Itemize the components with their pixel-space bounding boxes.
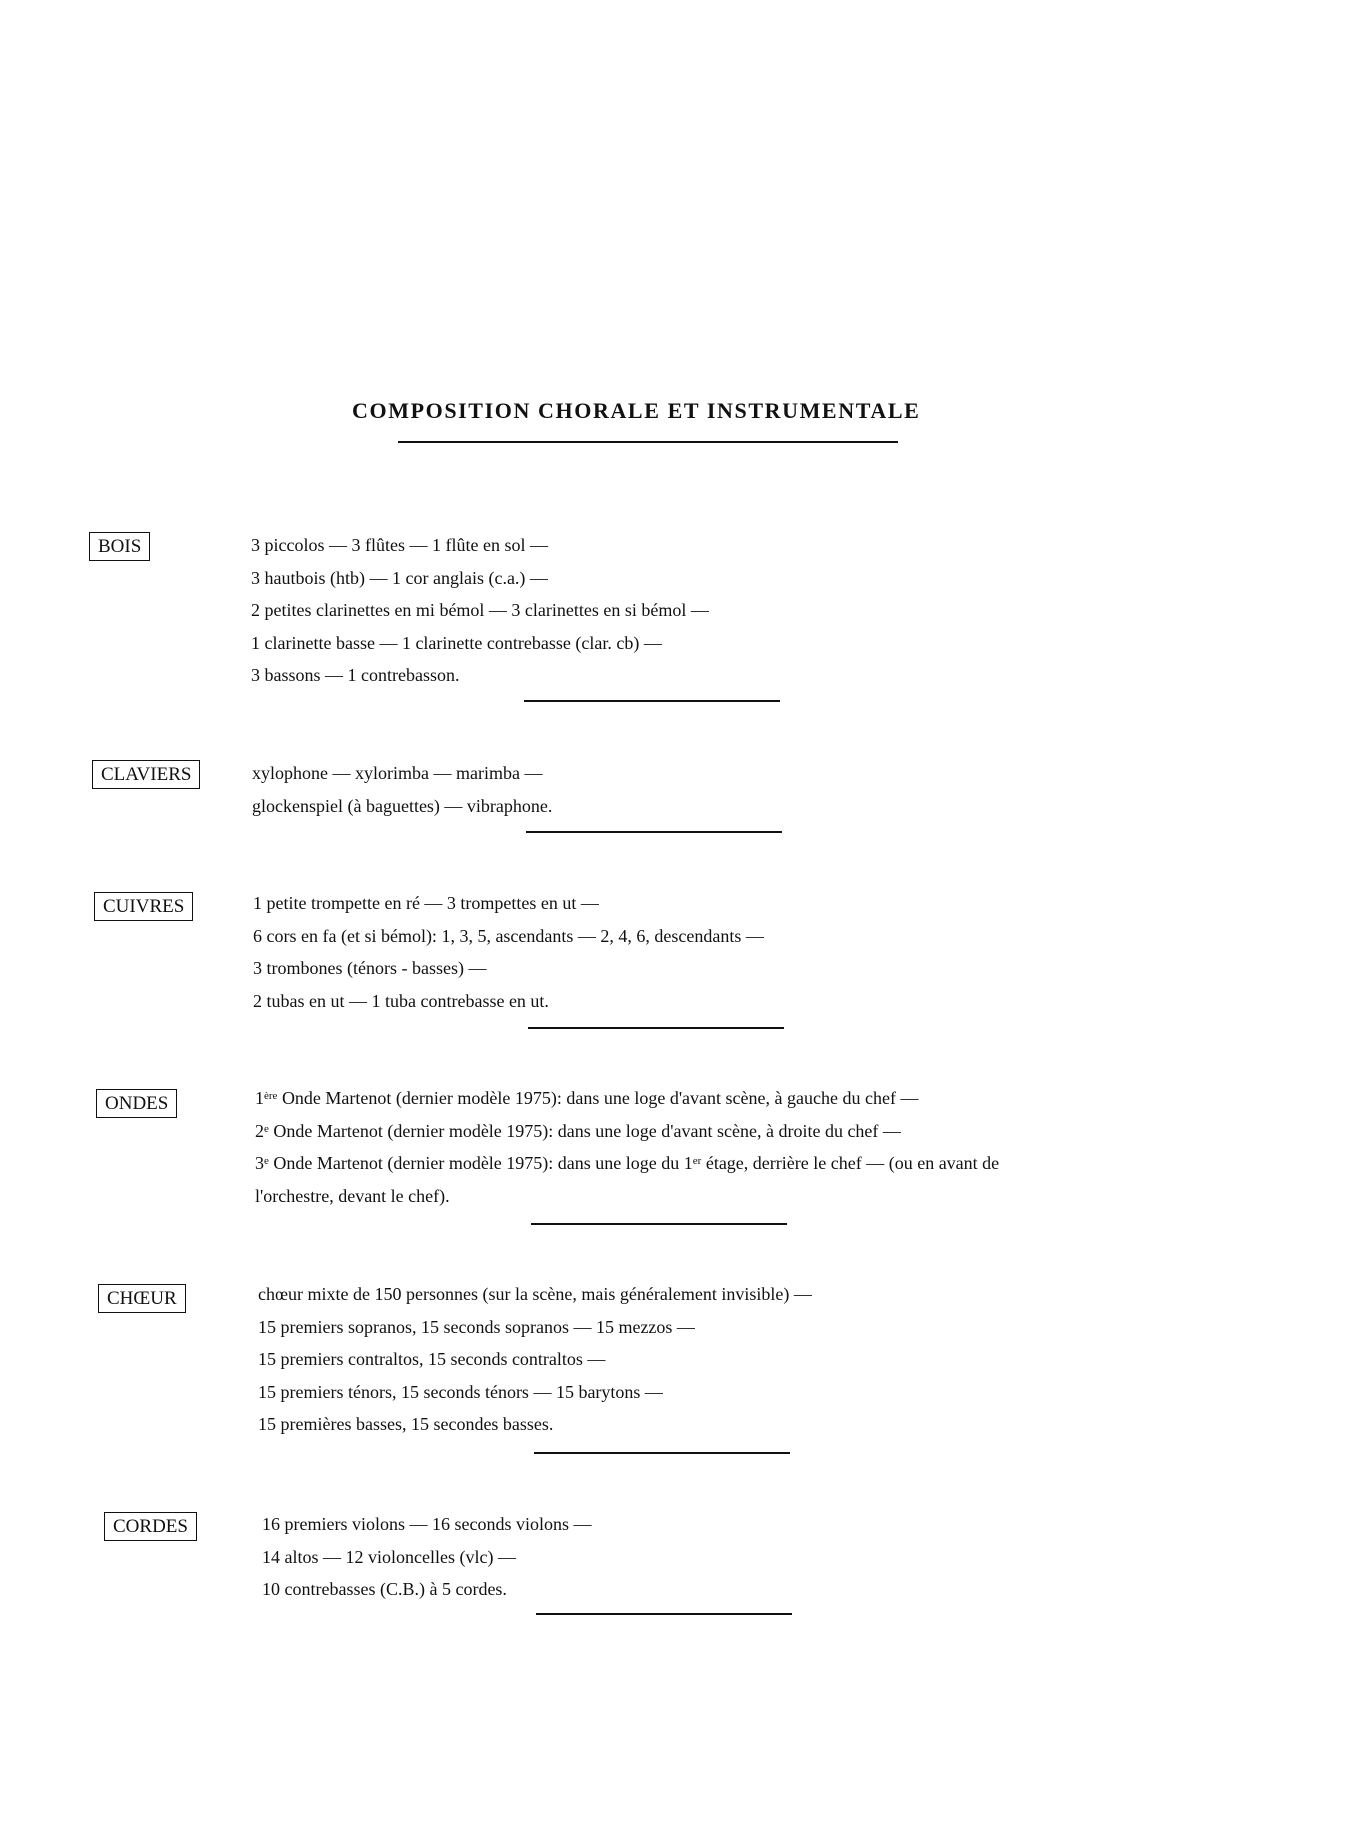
list-item: 6 cors en fa (et si bémol): 1, 3, 5, ascendants — 2, 4, 6, descendants — — [253, 925, 764, 946]
list-item: 2 tubas en ut — 1 tuba contrebasse en ut. — [253, 990, 549, 1011]
section-label-cuivres: CUIVRES — [94, 892, 193, 921]
list-item: 10 contrebasses (C.B.) à 5 cordes. — [262, 1579, 507, 1599]
section-label-choeur: CHŒUR — [98, 1284, 186, 1313]
section-rule-claviers — [526, 831, 782, 833]
list-item: 3 bassons — 1 contrebasson. — [251, 665, 460, 685]
title-underline — [398, 441, 898, 443]
list-item: 3 piccolos — 3 flûtes — 1 flûte en sol — — [251, 535, 548, 555]
section-lines-cuivres — [253, 887, 764, 1017]
section-label-bois: BOIS — [89, 532, 150, 561]
list-item: 15 premiers ténors, 15 seconds ténors — 15 barytons — — [258, 1381, 663, 1402]
list-item: 3 hautbois (htb) — 1 cor anglais (c.a.) — — [251, 567, 548, 588]
section-lines-ondes — [255, 1082, 999, 1212]
list-item: chœur mixte de 150 personnes (sur la scène, mais généralement invisible) — — [258, 1284, 812, 1304]
list-item: 3 trombones (ténors - basses) — — [253, 958, 487, 978]
section-lines-choeur — [258, 1278, 812, 1441]
section-label-ondes: ONDES — [96, 1089, 177, 1118]
section-rule-bois — [524, 700, 780, 702]
section-lines-claviers — [252, 757, 552, 822]
list-item: xylophone — xylorimba — marimba — — [252, 763, 543, 783]
list-item: 15 premiers contraltos, 15 seconds contraltos — — [258, 1349, 606, 1369]
list-item: 15 premiers sopranos, 15 seconds sopranos — 15 mezzos — — [258, 1316, 695, 1337]
section-label-claviers: CLAVIERS — [92, 760, 200, 789]
page-title: COMPOSITION CHORALE ET INSTRUMENTALE — [352, 398, 921, 423]
list-item: 2e Onde Martenot (dernier modèle 1975): dans une loge d'avant scène, à droite du chef — — [255, 1120, 901, 1141]
list-item: 14 altos — 12 violoncelles (vlc) — — [262, 1546, 516, 1567]
list-item: 3e Onde Martenot (dernier modèle 1975): dans une loge du 1er étage, derrière le chef — (ou en avant de — [255, 1153, 1000, 1173]
section-rule-cordes — [536, 1613, 792, 1615]
list-item: 1ère Onde Martenot (dernier modèle 1975): dans une loge d'avant scène, à gauche du chef — — [255, 1088, 919, 1108]
section-lines-cordes — [262, 1508, 591, 1606]
list-item: 2 petites clarinettes en mi bémol — 3 clarinettes en si bémol — — [251, 600, 709, 620]
list-item: 16 premiers violons — 16 seconds violons — — [262, 1514, 592, 1534]
section-rule-cuivres — [528, 1027, 784, 1029]
list-item: glockenspiel (à baguettes) — vibraphone. — [252, 795, 553, 816]
list-item: l'orchestre, devant le chef). — [255, 1185, 450, 1206]
list-item: 1 petite trompette en ré — 3 trompettes en ut — — [253, 893, 599, 913]
section-rule-ondes — [531, 1223, 787, 1225]
section-lines-bois — [251, 529, 709, 692]
section-rule-choeur — [534, 1452, 790, 1454]
list-item: 1 clarinette basse — 1 clarinette contrebasse (clar. cb) — — [251, 632, 662, 653]
list-item: 15 premières basses, 15 secondes basses. — [258, 1414, 554, 1434]
section-label-cordes: CORDES — [104, 1512, 197, 1541]
